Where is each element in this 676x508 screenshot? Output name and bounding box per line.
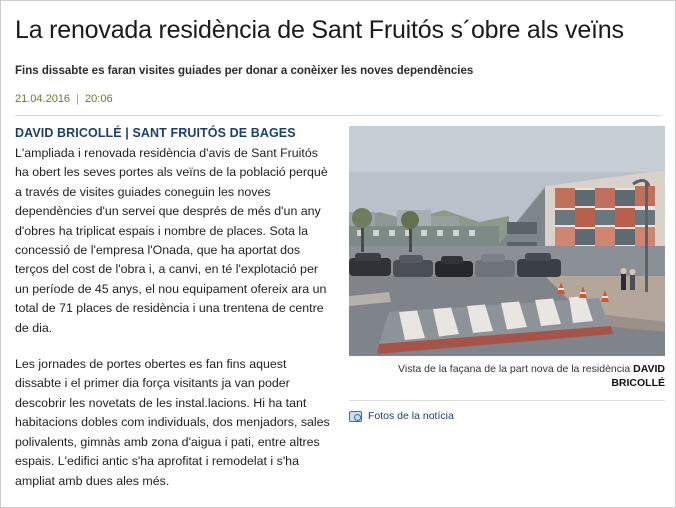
- article-media-column: [349, 126, 665, 508]
- residence-facade-photo[interactable]: [349, 126, 665, 356]
- article-paragraph: Les jornades de portes obertes es fan fins aquest dissabte i el primer dia força visitants ja van poder descobrir les novetats de les instal.lacions. Hi ha tant habitacions dobles com individuals, dos menjadors, sales polivalents, gimnàs amb zona d'aigua i pati, entre altres espais. L'edifici antic s'ha aprofitat i remodelat i s'ha ampliat amb dues ales més.: [15, 357, 330, 488]
- article-timestamp: [15, 93, 661, 105]
- article-subhead: Fins dissabte es faran visites guiades per donar a conèixer les noves dependències: [15, 65, 474, 77]
- photo-credit: DAVID BRICOLLÉ: [611, 363, 665, 389]
- article-body-wrapper: [15, 126, 665, 508]
- article-text-column: [15, 126, 335, 508]
- camera-icon: [349, 411, 362, 422]
- page-title: La renovada residència de Sant Fruitós s´obre als veïns: [15, 16, 624, 44]
- photos-gallery-label[interactable]: Fotos de la notícia: [368, 410, 454, 422]
- article-date: 21.04.2016: [15, 93, 71, 105]
- photos-gallery-link[interactable]: [349, 410, 661, 422]
- header-divider: [15, 115, 661, 116]
- article-text: [15, 144, 335, 491]
- photo-caption: [349, 362, 665, 390]
- timestamp-separator: |: [76, 93, 79, 105]
- article-paragraph: L'ampliada i renovada residència d'avis de Sant Fruitós ha obert les seves portes als veïns de la població perquè a través de visites guiades coneguin les noves dependències d'un servei que després de més d'un any d'obres ha triplicat espais i nombre de places. Sota la concessió de l'empresa l'Onada, que ha aportat dos terços del cost de l'obra i, a canvi, en té l'explotació per un període de 45 anys, el nou equipament ofereix ara un total de 71 places de residència i una trentena de centre de dia.: [15, 146, 328, 335]
- caption-divider: [349, 400, 665, 401]
- article-time: 20:06: [85, 93, 113, 105]
- photo-caption-text: Vista de la façana de la part nova de la residència: [398, 363, 631, 375]
- article-byline: DAVID BRICOLLÉ | SANT FRUITÓS DE BAGES: [15, 126, 296, 140]
